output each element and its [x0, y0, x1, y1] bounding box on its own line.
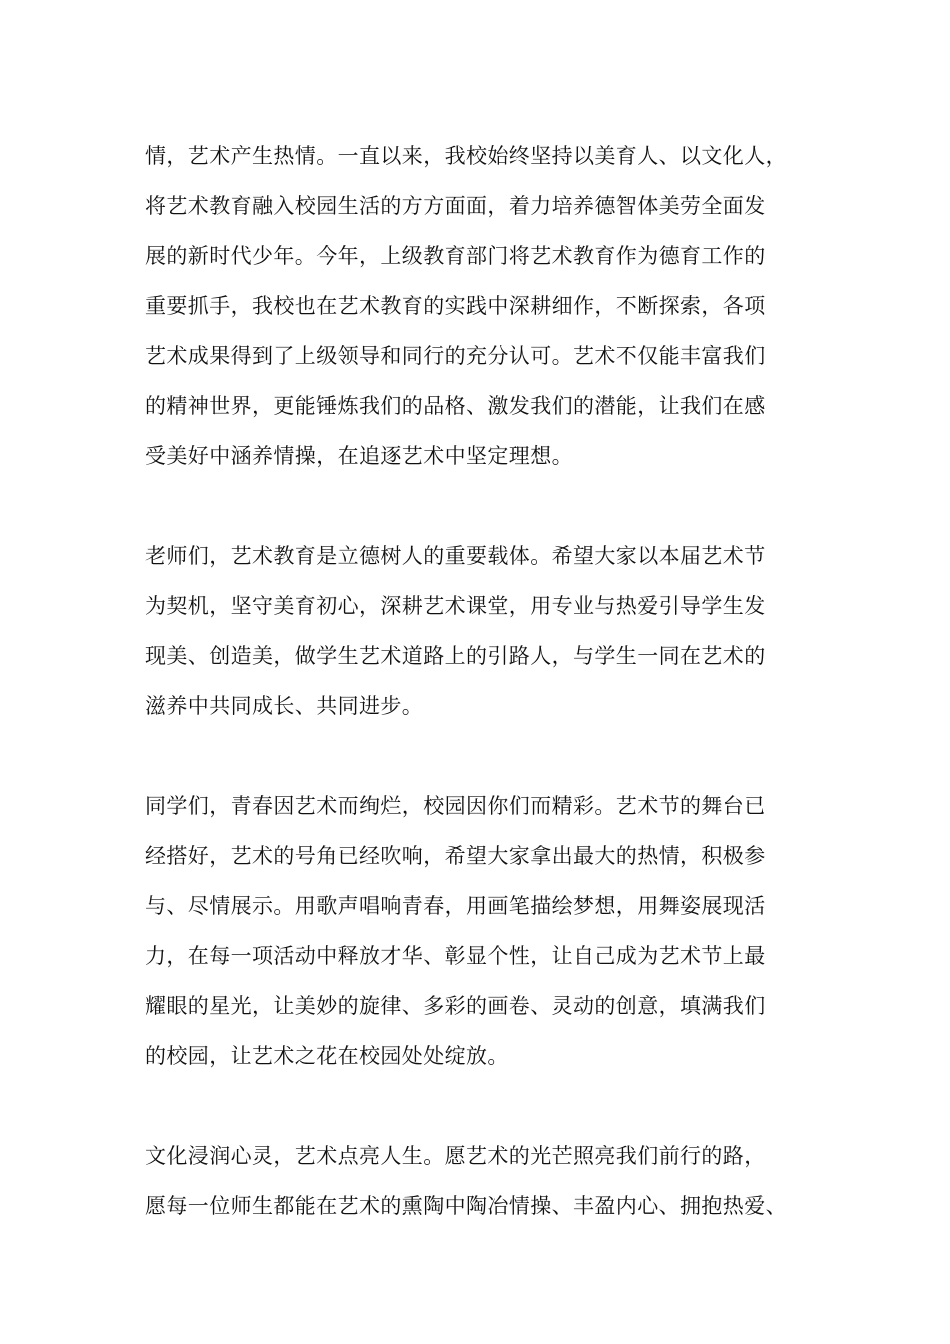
text-line: 滋养中共同成长、共同进步。 [145, 694, 424, 718]
text-line: 情，艺术产生热情。一直以来，我校始终坚持以美育人、以文化人， [145, 144, 787, 168]
text-line: 耀眼的星光，让美妙的旋律、多彩的画卷、灵动的创意，填满我们 [145, 994, 766, 1018]
text-line: 将艺术教育融入校园生活的方方面面，着力培养德智体美劳全面发 [145, 194, 766, 218]
paragraph-spacer [145, 1081, 835, 1131]
document-body [145, 131, 835, 1231]
paragraph-spacer [145, 481, 835, 531]
text-line: 艺术成果得到了上级领导和同行的充分认可。艺术不仅能丰富我们 [145, 344, 766, 368]
text-line: 与、尽情展示。用歌声唱响青春，用画笔描绘梦想，用舞姿展现活 [145, 894, 766, 918]
text-line: 的精神世界，更能锤炼我们的品格、激发我们的潜能，让我们在感 [145, 394, 766, 418]
text-line: 经搭好，艺术的号角已经吹响，希望大家拿出最大的热情，积极参 [145, 844, 766, 868]
text-line: 老师们，艺术教育是立德树人的重要载体。希望大家以本届艺术节 [145, 544, 766, 568]
text-line: 同学们，青春因艺术而绚烂，校园因你们而精彩。艺术节的舞台已 [145, 794, 766, 818]
paragraph-3 [145, 781, 835, 1081]
text-line: 现美、创造美，做学生艺术道路上的引路人，与学生一同在艺术的 [145, 644, 766, 668]
text-line: 重要抓手，我校也在艺术教育的实践中深耕细作，不断探索，各项 [145, 294, 766, 318]
text-line: 受美好中涵养情操，在追逐艺术中坚定理想。 [145, 444, 573, 468]
paragraph-2 [145, 531, 835, 731]
text-line: 的校园，让艺术之花在校园处处绽放。 [145, 1044, 509, 1068]
text-line: 展的新时代少年。今年，上级教育部门将艺术教育作为德育工作的 [145, 244, 766, 268]
text-line: 愿每一位师生都能在艺术的熏陶中陶冶情操、丰盈内心、拥抱热爱、 [145, 1194, 787, 1218]
paragraph-1 [145, 131, 835, 481]
paragraph-spacer [145, 731, 835, 781]
text-line: 力，在每一项活动中释放才华、彰显个性，让自己成为艺术节上最 [145, 944, 766, 968]
text-line: 文化浸润心灵，艺术点亮人生。愿艺术的光芒照亮我们前行的路， [145, 1144, 766, 1168]
text-line: 为契机，坚守美育初心，深耕艺术课堂，用专业与热爱引导学生发 [145, 594, 766, 618]
paragraph-4 [145, 1131, 835, 1231]
